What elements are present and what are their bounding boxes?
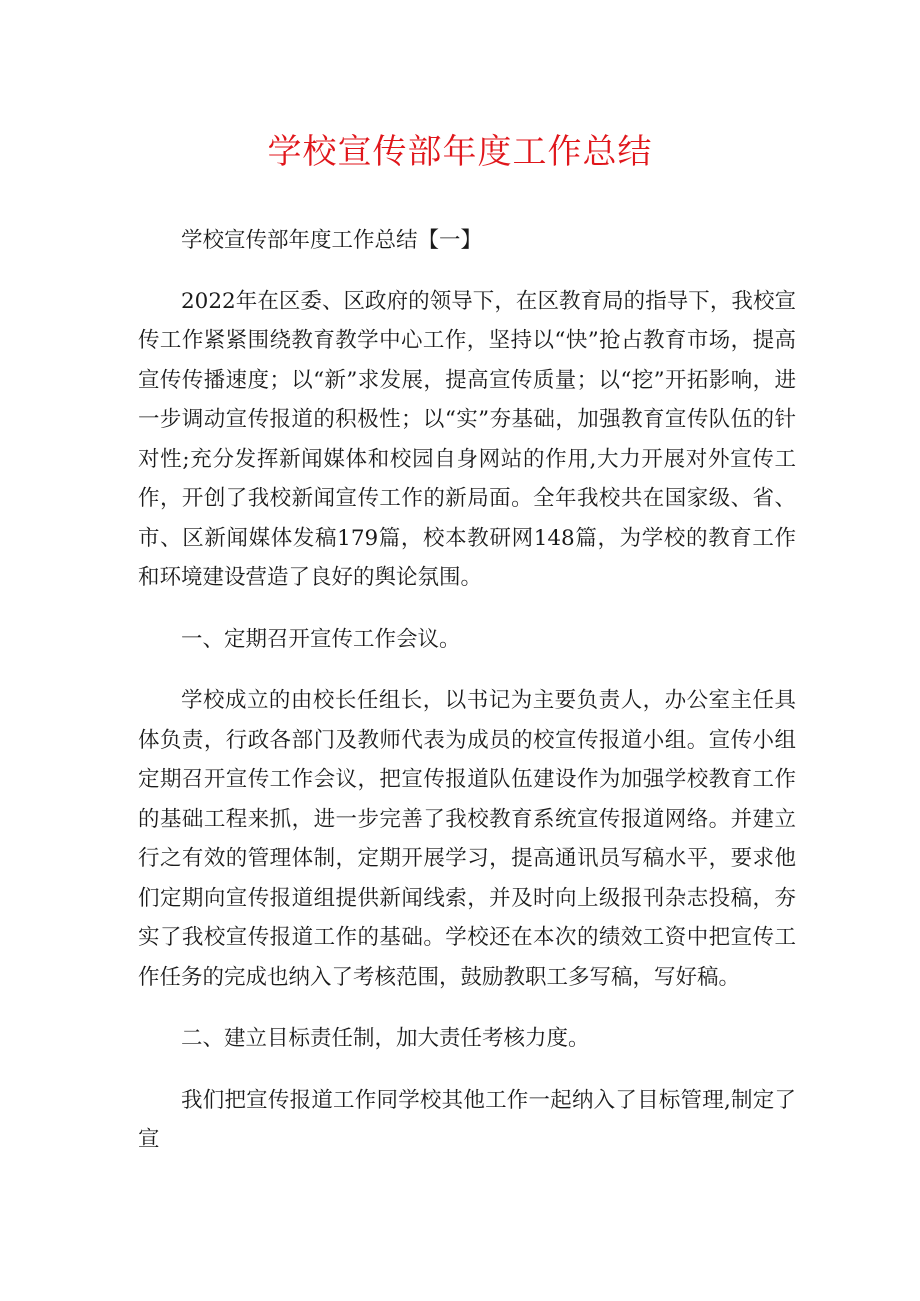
- heading-responsibility: 二、建立目标责任制，加大责任考核力度。: [181, 1026, 590, 1051]
- paragraph-responsibility: 我们把宣传报道工作同学校其他工作一起纳入了目标管理,制定了宣: [138, 1087, 796, 1152]
- paragraph-meetings: 学校成立的由校长任组长，以书记为主要负责人，办公室主任具体负责，行政各部门及教师代表为成员的校宣传报道小组。宣传小组定期召开宣传工作会议，把宣传报道队伍建设作为加强学校教育工作的基础工程来抓，进一步完善了我校教育系统宣传报道网络。并建立行之有效的管理体制，定期开展学习，提高通讯员写稿水平，要求他们定期向宣传报道组提供新闻线索，并及时向上级报刊杂志投稿，夯实了我校宣传报道工作的基础。学校还在本次的绩效工资中把宣传工作任务的完成也纳入了考核范围，鼓励教职工多写稿，写好稿。: [138, 688, 796, 990]
- document-title: 学校宣传部年度工作总结: [267, 132, 653, 172]
- paragraph-intro: 2022年在区委、区政府的领导下，在区教育局的指导下，我校宣传工作紧紧围绕教育教学中心工作，坚持以“快”抢占教育市场，提高宣传传播速度；以“新”求发展，提高宣传质量；以“挖”开拓影响，进一步调动宣传报道的积极性；以“实”夯基础，加强教育宣传队伍的针对性;充分发挥新闻媒体和校园自身网站的作用,大力开展对外宣传工作，开创了我校新闻宣传工作的新局面。全年我校共在国家级、省、市、区新闻媒体发稿179篇，校本教研网148篇，为学校的教育工作和环境建设营造了良好的舆论氛围。: [138, 288, 796, 590]
- heading-meetings: 一、定期召开宣传工作会议。: [181, 626, 461, 652]
- section-heading-one: 学校宣传部年度工作总结【一】: [181, 228, 483, 253]
- document-body: [138, 221, 796, 1160]
